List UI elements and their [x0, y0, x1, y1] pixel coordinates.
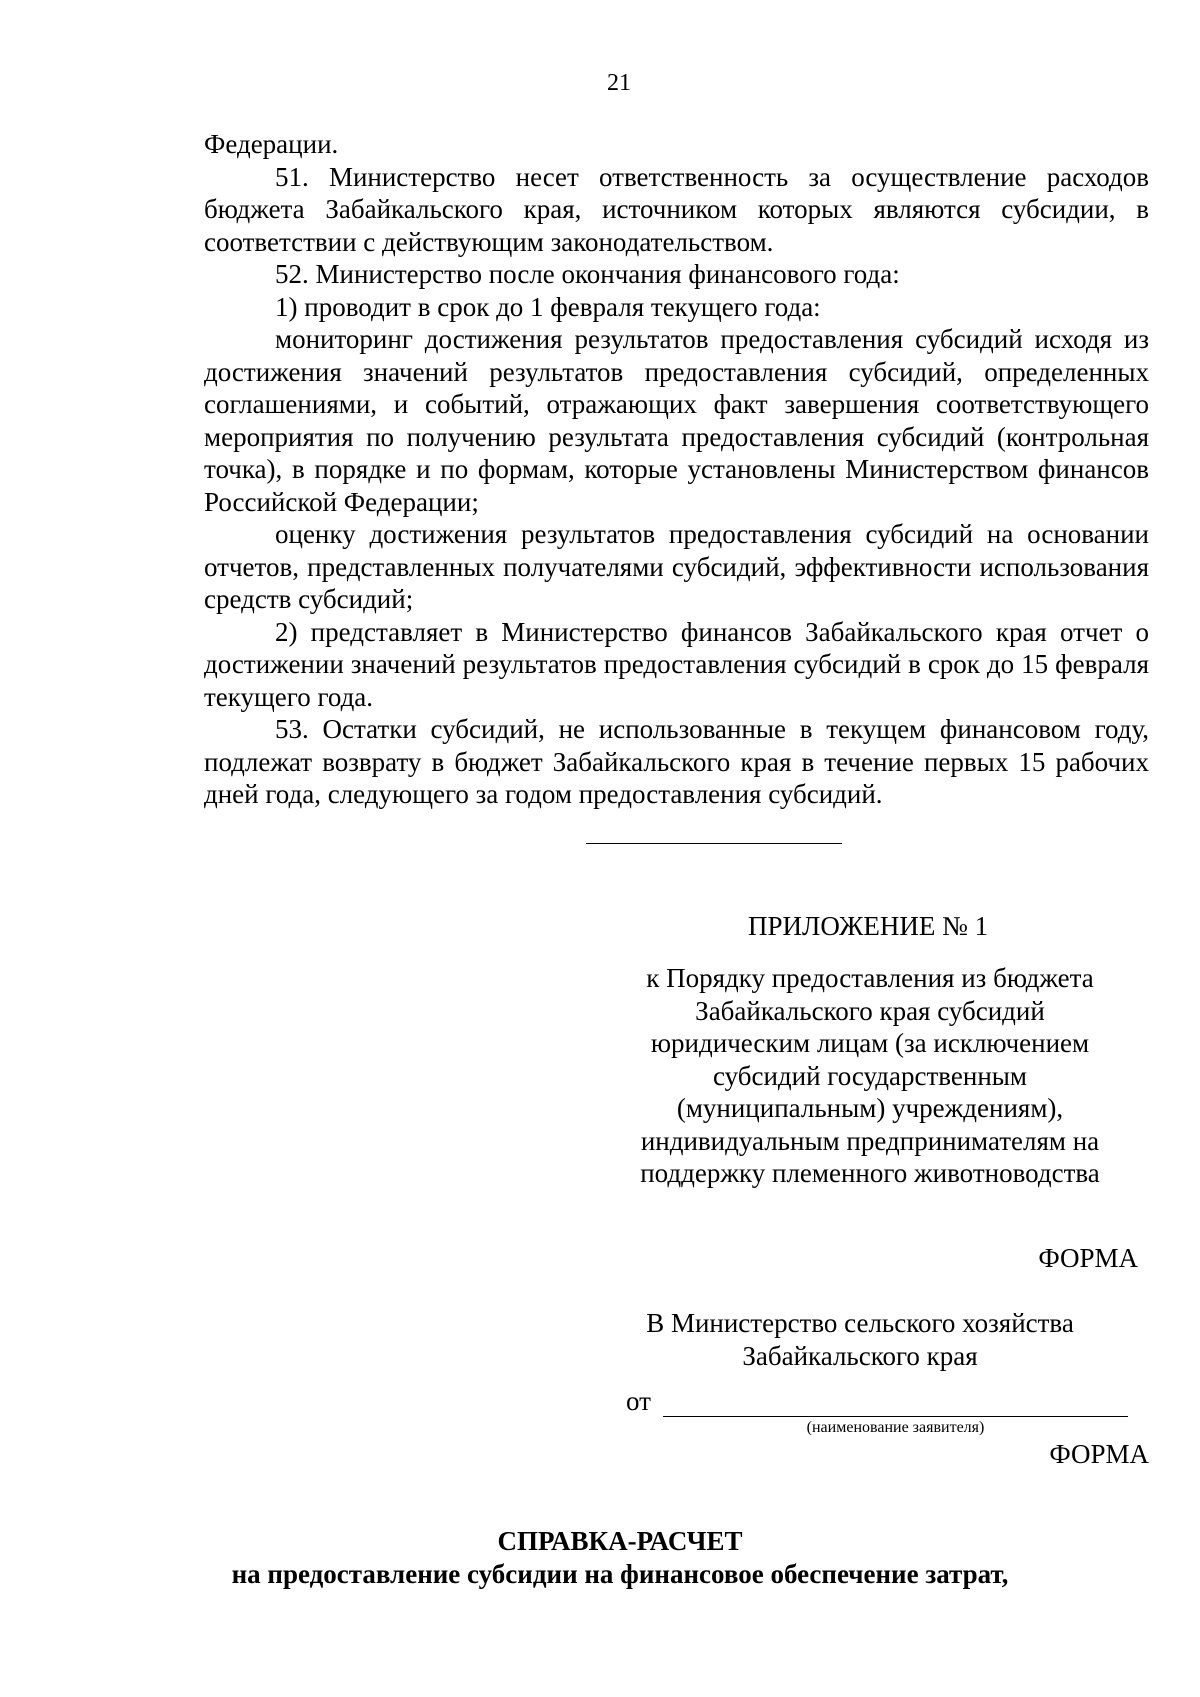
paragraph: 51. Министерство несет ответственность за осуществление расходов бюджета Забайкальского края, источником которых являются субсидии, в соответствии с действующим законодательством. [204, 161, 1149, 257]
appendix-line: поддержку племенного животноводства [640, 1158, 1100, 1188]
paragraph: Федерации. [204, 129, 339, 159]
document-subtitle: на предоставление субсидии на финансовое обеспечение затрат, [231, 1559, 1009, 1589]
paragraph: 1) проводит в срок до 1 февраля текущего года: [275, 291, 821, 322]
appendix-line: к Порядку предоставления из бюджета [646, 963, 1094, 993]
recipient-line: Забайкальского края [742, 1340, 978, 1371]
applicant-name-caption: (наименование заявителя) [806, 1419, 985, 1436]
document-title: СПРАВКА-РАСЧЕТ [497, 1526, 743, 1556]
applicant-name-line [663, 1416, 1128, 1417]
form-label: ФОРМА [1049, 1439, 1149, 1469]
separator-line [586, 843, 842, 844]
paragraph: мониторинг достижения результатов предоставления субсидий исходя из достижения значений результатов предоставления субсидий, определенных соглашениями, и событий, отражающих факт завершения соответствующего мероприятия по получению результата предоставления субсидий (контрольная точка), в порядке и по формам, которые установлены Министерством финансов Российской Федерации; [204, 324, 1149, 517]
body-text [204, 128, 1149, 811]
appendix-line: юридическим лицам (за исключением [650, 1028, 1090, 1058]
recipient-block [600, 1307, 1120, 1372]
form-label: ФОРМА [1038, 1243, 1138, 1273]
appendix-title: ПРИЛОЖЕНИЕ № 1 [748, 911, 989, 941]
paragraph: 52. Министерство после окончания финансового года: [275, 259, 900, 289]
page-number: 21 [607, 70, 631, 96]
appendix-line: (муниципальным) учреждениям), [676, 1093, 1064, 1123]
from-prefix: от [626, 1386, 651, 1416]
appendix-line: индивидуальным предпринимателям на [640, 1125, 1100, 1156]
paragraph: 2) представляет в Министерство финансов Забайкальского края отчет о достижении значений результатов предоставления субсидий в срок до 15 февраля текущего года. [204, 616, 1149, 712]
appendix-line: Забайкальского края субсидий [695, 995, 1045, 1026]
appendix-caption [620, 962, 1120, 1190]
paragraph: оценку достижения результатов предоставления субсидий на основании отчетов, представленных получателями субсидий, эффективности использования средств субсидий; [204, 519, 1149, 614]
appendix-line: субсидий государственным [712, 1060, 1028, 1091]
recipient-line: В Министерство сельского хозяйства [646, 1308, 1074, 1338]
paragraph: 53. Остатки субсидий, не использованные в текущем финансовом году, подлежат возврату в бюджет Забайкальского края в течение первых 15 рабочих дней года, следующего за годом предоставления субсидий. [204, 714, 1149, 809]
